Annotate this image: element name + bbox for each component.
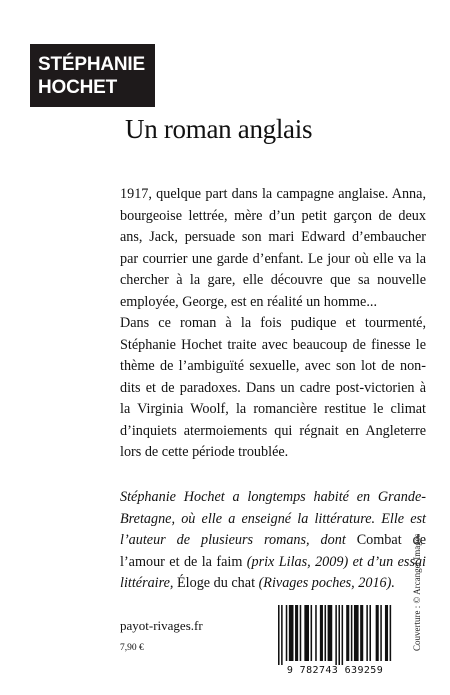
cover-credit: Couverture : © Arcangel Images [412,533,422,651]
barcode-bar [295,605,298,661]
barcode-bar [385,605,388,661]
barcode-bar [286,605,288,661]
author-banner [30,44,155,107]
barcode [276,605,394,665]
barcode-bar [315,605,317,661]
barcode-bars [276,605,394,665]
barcode-bar [278,605,280,665]
barcode-bar [342,605,344,665]
bio-text-3: (Rivages poches, 2016). [255,575,395,591]
barcode-bar [380,605,382,661]
barcode-bar [335,605,337,665]
price: 7,90 € [120,643,144,653]
bio-text-1: Stéphanie Hochet a longtemps habité en Grande-Bretagne, où elle a enseigné la littérature. Elle est l’auteur de plusieurs romans, dont [120,489,426,548]
barcode-bar [328,605,333,661]
barcode-bar [281,605,283,665]
barcode-bar [325,605,327,661]
barcode-bar [346,605,349,661]
barcode-bar [351,605,353,661]
barcode-bar [300,605,302,661]
barcode-bar [369,605,371,661]
barcode-bar [366,605,368,661]
barcode-bar [376,605,379,661]
barcode-bar [360,605,363,661]
barcode-bar [311,605,313,661]
barcode-bar [304,605,309,661]
barcode-bar [289,605,294,661]
blurb-paragraph-2: Dans ce roman à la fois pudique et tourmenté, Stéphanie Hochet traite avec beaucoup de finesse le thème de l’ambiguïté sexuelle, avec son lot de non-dits et de paradoxes. Dans un cadre post-victorien à la Virginia Woolf, la romancière restitue le climat d’inquiets atermoiements qui régnait en Angleterre lors de cette période troublée. [120,315,426,460]
bio-text-2: (prix Lilas, 2009) et d’un essai littéraire, [120,553,426,591]
barcode-bar [338,605,340,665]
barcode-digits: 9 782743 639259 [286,665,384,676]
barcode-bar [390,605,392,661]
barcode-bar [354,605,359,661]
book-title: Un roman anglais [125,114,313,144]
author-last-name: HOCHET [38,77,118,98]
author-first-name: STÉPHANIE [38,54,145,75]
bio-book-title-2: Éloge du chat [177,575,256,591]
blurb [120,184,426,464]
blurb-paragraph-1: 1917, quelque part dans la campagne anglaise. Anna, bourgeoise lettrée, mère d’un petit garçon de deux ans, Jack, persuade son mari Edward d’embaucher par courrier une garde d’enfant. Le jour où elle va la chercher à la gare, elle découvre que sa nouvelle employée, George, est en réalité un homme... [120,186,426,310]
publisher-website: payot-rivages.fr [120,618,203,633]
bio-book-title-1: Combat de l’amour et de la faim [120,532,426,570]
barcode-bar [320,605,323,661]
author-bio [120,487,426,595]
